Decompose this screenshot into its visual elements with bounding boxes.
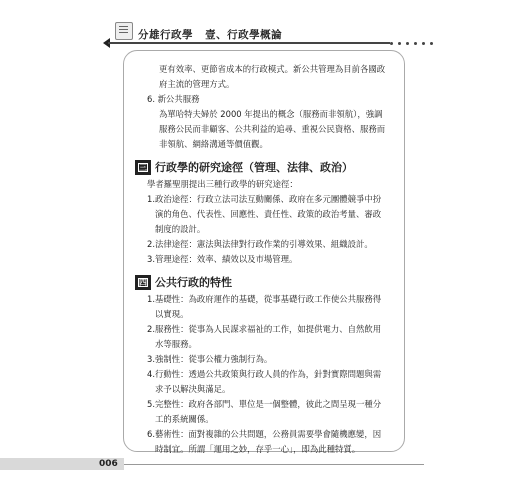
footer-divider [124,464,424,465]
item-number: 4. [147,369,155,379]
list-item [147,397,395,427]
list-item [147,322,395,352]
section-number-box: 四 [135,275,151,290]
list-item [147,237,395,252]
book-icon [115,22,133,40]
text-line: 政治途徑：行政立法司法互動關係、政府在多元團體競爭中扮 [155,194,382,204]
text-line: 服務性：從事為人民謀求福祉的工作，如提供電力、自然飲用 [155,324,382,334]
intro-paragraph [135,62,395,92]
chapter-title: 壹、行政學概論 [205,29,283,41]
item-number: 2. [147,239,155,249]
text-line: 非領航、網絡溝通等價值觀。 [159,139,268,149]
running-header [138,27,290,42]
item-heading [147,92,395,107]
text-line: 法律途徑：憲法與法律對行政作業的引導效果、組織設計。 [155,239,373,249]
section-title: 行政學的研究途徑（管理、法律、政治） [155,161,353,174]
text-line: 府主流的管理方式。 [159,79,235,89]
section-heading-3 [135,160,395,175]
list-item [147,292,395,322]
text-line: 水等服務。 [155,339,197,349]
text-line: 演的角色、代表性、回應性、責任性、政策的政治考量、審政 [155,209,382,219]
approach-list [135,192,395,267]
text-line: 制度的設計。 [155,224,206,234]
book-title: 分雄行政學 [138,29,193,41]
text-line: 以實現。 [155,309,189,319]
text-line: 基礎性：為政府運作的基礎，從事基礎行政工作使公共服務得 [155,294,382,304]
list-item [147,252,395,267]
item-number: 2. [147,324,155,334]
item-number: 3. [147,254,155,264]
text-line: 強制性：從事公權力強制行為。 [155,354,273,364]
section-heading-4 [135,275,395,290]
item-new-public-service [135,92,395,152]
page-body [135,62,395,457]
item-number: 3. [147,354,155,364]
text-line: 為單哈特夫婦於 2000 年提出的概念（服務而非領航），強調 [159,109,383,119]
list-item [147,352,395,367]
section-title: 公共行政的特性 [155,276,232,289]
item-number: 1. [147,294,155,304]
item-number: 1. [147,194,155,204]
list-item [147,427,395,457]
list-item [147,367,395,397]
text-line: 工的系統關係。 [155,414,214,424]
item-number: 6. [147,94,155,104]
text-line: 完整性：政府各部門、單位是一個整體，彼此之間呈現一種分 [155,399,382,409]
section-number-box: 三 [135,160,151,175]
page-number: 006 [99,459,118,469]
item-title: 新公共服務 [157,94,200,104]
list-item [147,192,395,237]
text-line: 更有效率、更節省成本的行政模式。新公共管理為目前各國政 [159,64,386,74]
dotted-rule-decoration [390,42,393,45]
page-header [0,0,520,50]
item-body [147,107,395,152]
text-line: 服務公民而非顧客、公共利益的追尋、重視公民資格、服務而 [159,124,386,134]
text-line: 求予以解決與滿足。 [155,384,231,394]
section-intro: 學者羅聖朋提出三種行政學的研究途徑： [147,179,298,189]
item-number: 5. [147,399,155,409]
item-number: 6. [147,429,155,439]
text-line: 管理途徑：效率、績效以及市場管理。 [155,254,298,264]
header-divider [108,42,390,44]
text-line: 藝術性：面對複雜的公共問題，公務員需要學會隨機應變，因 [155,429,382,439]
text-line: 時制宜。所謂「運用之妙，存乎一心」，即為此種特質。 [155,444,361,454]
characteristics-list [135,292,395,457]
text-line: 行動性：透過公共政策與行政人員的作為，針對實際問題與需 [155,369,382,379]
